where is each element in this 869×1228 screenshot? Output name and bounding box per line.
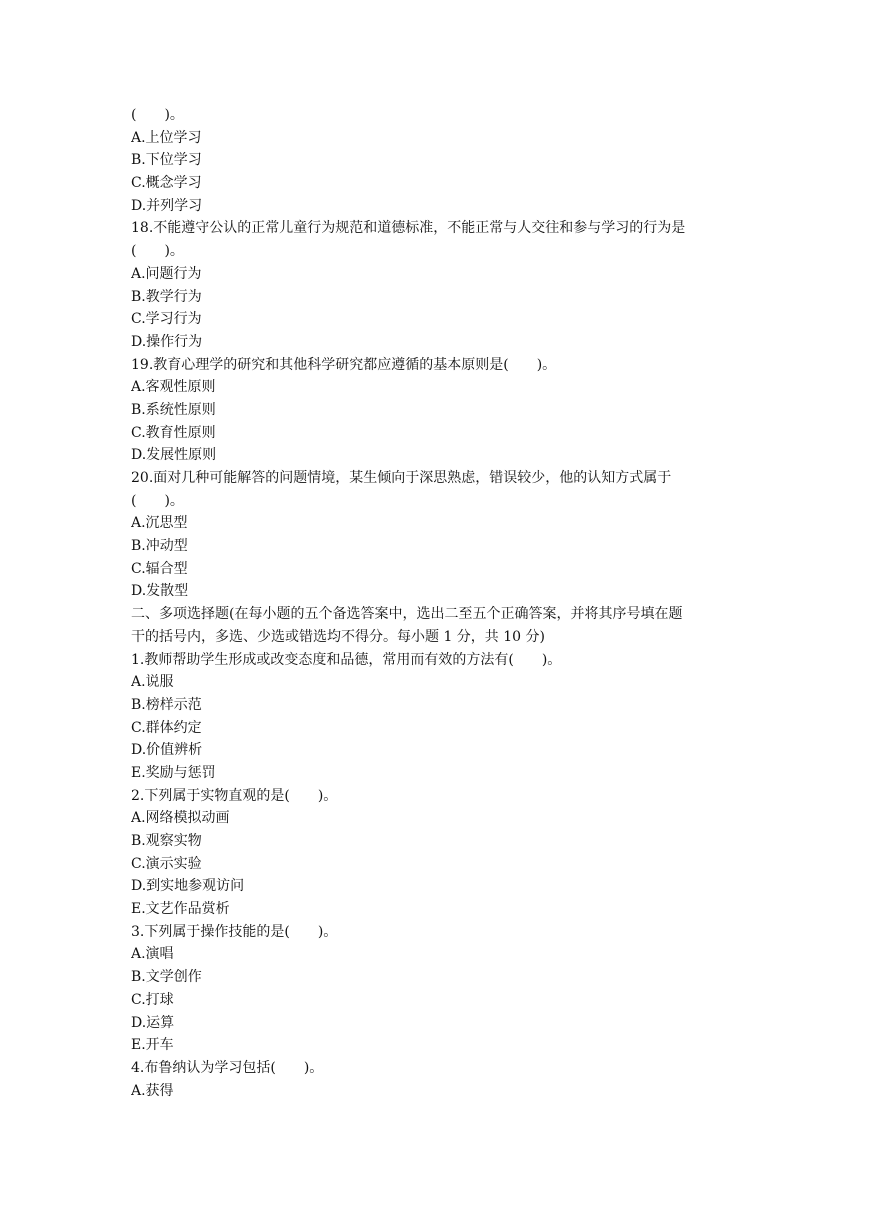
text-line: D.运算 [131,1014,175,1031]
question-stem: 19.教育心理学的研究和其他科学研究都应遵循的基本原则是( )。 [131,356,557,373]
question-stem: 20.面对几种可能解答的问题情境，某生倾向于深思熟虑，错误较少，他的认知方式属于 [131,470,672,486]
text-line: B.冲动型 [131,538,188,555]
text-line: B.榜样示范 [131,696,202,713]
text-line: B.系统性原则 [131,401,216,418]
text-line: A.客观性原则 [131,379,216,396]
text-line: B.文学创作 [131,969,202,986]
section-heading: 干的括号内，多选、少选或错选均不得分。每小题 1 分，共 10 分) [131,628,545,645]
document-body [131,104,741,1102]
text-line: E.奖励与惩罚 [131,764,216,781]
text-line: C.教育性原则 [131,424,216,441]
text-line: D.操作行为 [131,333,203,350]
text-line: A.说服 [131,674,174,691]
text-line: A.获得 [131,1082,174,1099]
section-heading: 二、多项选择题(在每小题的五个备选答案中，选出二至五个正确答案，并将其序号填在题 [131,606,683,623]
text-line: D.并列学习 [131,197,203,214]
text-line: A.上位学习 [131,129,202,146]
text-line: ( )。 [131,243,184,260]
text-line: B.下位学习 [131,152,202,169]
text-line: D.发展性原则 [131,447,217,464]
text-line: D.到实地参观访问 [131,878,245,895]
text-line: C.演示实验 [131,855,202,872]
text-line: ( )。 [131,107,184,123]
question-stem: 4.布鲁纳认为学习包括( )。 [131,1059,324,1076]
text-line: D.价值辨析 [131,742,203,759]
question-stem: 3.下列属于操作技能的是( )。 [131,923,338,940]
text-line: B.教学行为 [131,288,202,305]
text-line: A.演唱 [131,946,174,963]
text-line: A.问题行为 [131,265,202,282]
question-stem: 2.下列属于实物直观的是( )。 [131,787,338,804]
text-line: B.观察实物 [131,833,202,849]
question-stem: 1.教师帮助学生形成或改变态度和品德，常用而有效的方法有( )。 [131,651,562,668]
text-line: A.网络模拟动画 [131,810,230,827]
text-line: C.辐合型 [131,560,188,577]
text-line: C.打球 [131,991,174,1008]
text-line: D.发散型 [131,583,189,600]
text-line: C.群体约定 [131,719,202,736]
question-stem: 18.不能遵守公认的正常儿童行为规范和道德标准，不能正常与人交往和参与学习的行为是 [131,220,686,237]
text-line: E.文艺作品赏析 [131,901,230,918]
text-line: E.开车 [131,1037,174,1054]
text-line: ( )。 [131,492,184,509]
text-line: A.沉思型 [131,515,188,532]
text-line: C.学习行为 [131,311,202,328]
text-line: C.概念学习 [131,175,202,192]
